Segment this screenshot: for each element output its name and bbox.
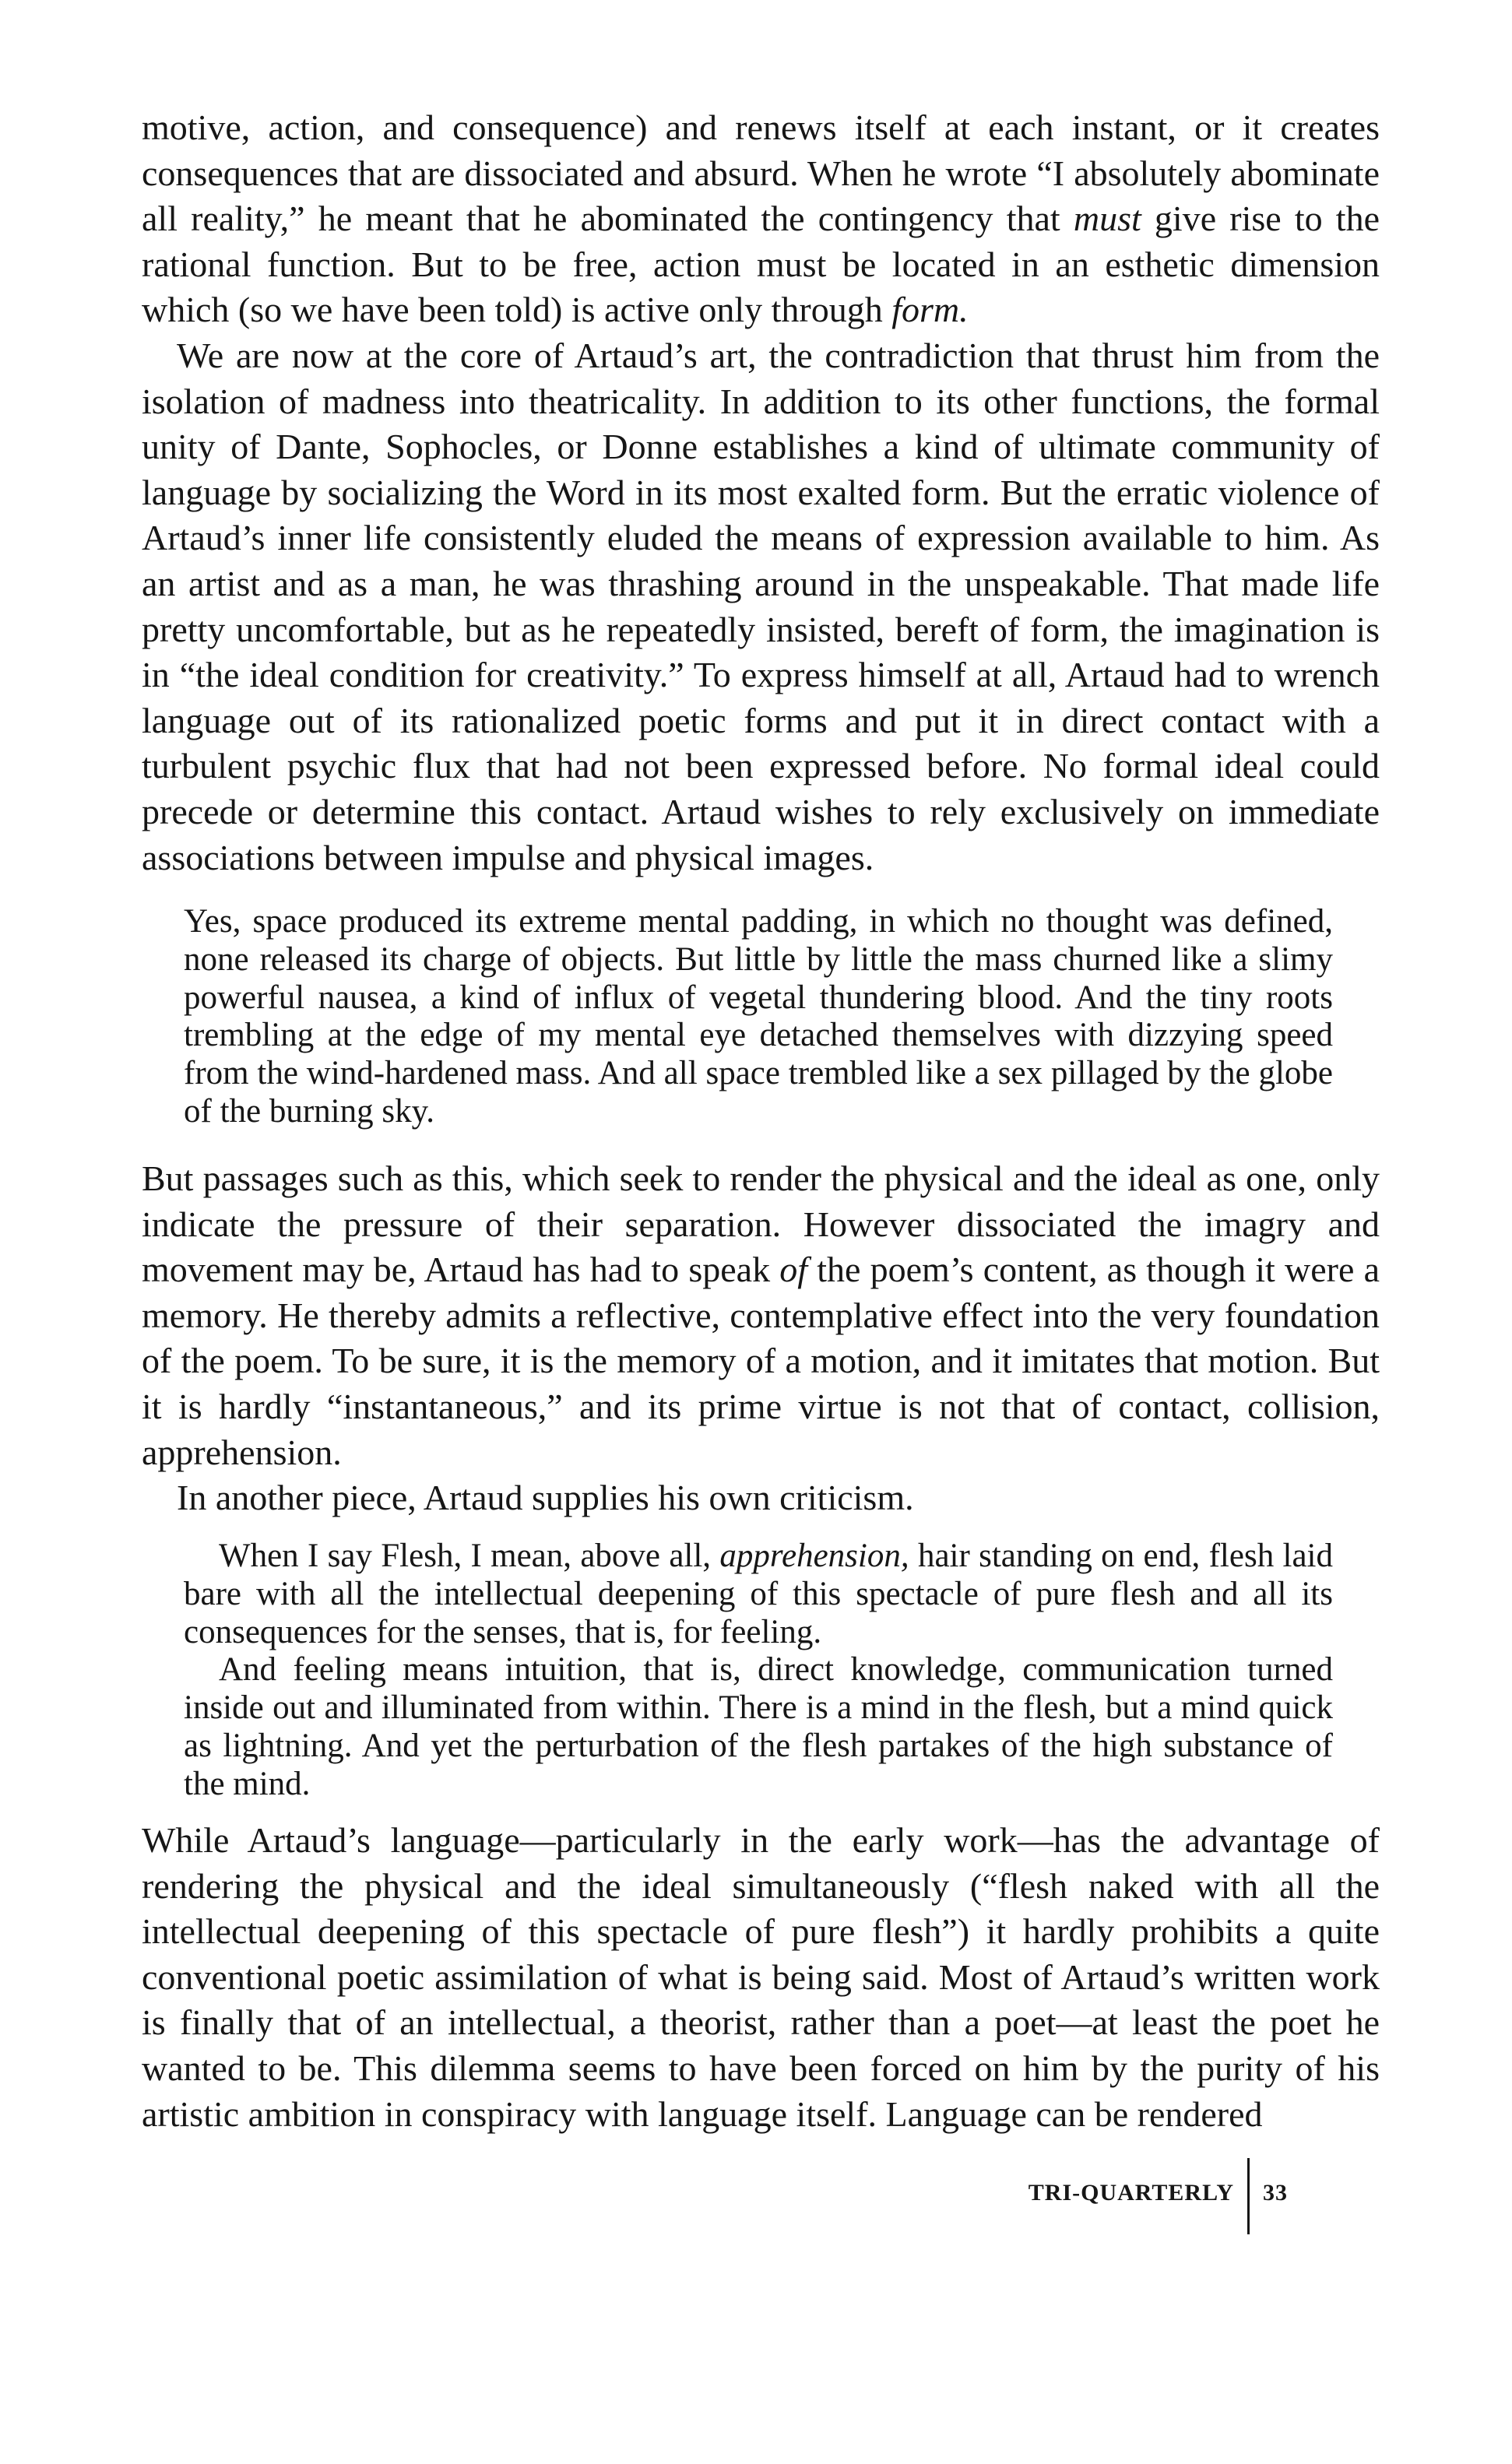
block-quote-1: Yes, space produced its extreme mental padding, in which no thought was defined, none released its charge of objects. But little by little the mass churned like a slimy powerful nausea, a kind of influx of vegetal thundering blood. And the tiny roots trembling at the edge of my mental eye detached themselves with dizzying speed from the wind-hardened mass. And all space trembled like a sex pillaged by the globe of the burning sky. bbox=[184, 903, 1333, 1130]
journal-name: TRI-QUARTERLY bbox=[1028, 2180, 1234, 2206]
paragraph-4: In another piece, Artaud supplies his own criticism. bbox=[177, 1478, 914, 1517]
block-quote-2-para-2: And feeling means intuition, that is, direct knowledge, communication turned inside out and illuminated from within. There is a mind in the flesh, but a mind quick as lightning. And yet the perturbation of the flesh partakes of the high substance of the mind. bbox=[184, 1651, 1333, 1802]
paragraph-5: While Artaud’s language—particularly in the early work—has the advantage of rendering the physical and the ideal simultaneously (“flesh naked with all the intellectual deepening of this spectacle of pure flesh”) it hardly prohibits a quite conventional poetic assimilation of what is being said. Most of Artaud’s written work is finally that of an intellectual, a theorist, rather than a poet—at least the poet he wanted to be. This dilemma seems to have been forced on him by the purity of his artistic ambition in conspiracy with language itself. Language can be rendered bbox=[142, 1820, 1380, 2134]
paragraph-3-emphasis-of: of bbox=[779, 1250, 808, 1290]
paragraph-1-emphasis-form: form. bbox=[891, 290, 969, 330]
block-quote-2 bbox=[184, 1538, 1333, 1804]
block-quote-2-para-1 bbox=[184, 1538, 1333, 1651]
paragraph-1 bbox=[142, 105, 1380, 333]
block-quote-2-text-a: When I say Flesh, I mean, above all, bbox=[219, 1538, 720, 1574]
footer-divider bbox=[1247, 2158, 1250, 2234]
paragraph-2: We are now at the core of Artaud’s art, the contradiction that thrust him from the isolation of madness into theatricality. In addition to its other functions, the formal unity of Dante, Sophocles, or Donne establishes a kind of ultimate community of language by socializing the Word in its most exalted form. But the erratic violence of Artaud’s inner life consistently eluded the means of expression available to him. As an artist and as a man, he was thrashing around in the unspeakable. That made life pretty uncomfortable, but as he repeatedly insisted, bereft of form, the imagination is in “the ideal condition for creativity.” To express himself at all, Artaud had to wrench language out of its rationalized poetic forms and put it in direct contact with a turbulent psychic flux that had not been expressed before. No formal ideal could precede or determine this contact. Artaud wishes to rely exclusively on immediate associations between impulse and physical images. bbox=[142, 336, 1380, 877]
paragraph-3-text-a: But passages such as this, which seek to render the physical and the ideal as one, only indicate the pressure of their separation. However dissociated the imagry and movement may be, Artaud has had to speak bbox=[142, 1158, 1380, 1290]
block-quote-2-emphasis: apprehension, bbox=[719, 1538, 909, 1574]
page-number: 33 bbox=[1263, 2180, 1288, 2206]
paragraph-1-text-b: give rise to the rational function. But to be free, action must be located in an esthetic dimension which (so we have been told) is active only through bbox=[142, 199, 1380, 330]
paragraph-1-emphasis-must: must bbox=[1073, 199, 1141, 239]
paragraph-3 bbox=[142, 1156, 1380, 1475]
paragraph-1-text-a: motive, action, and consequence) and renews itself at each instant, or it creates consequences that are dissociated and absurd. When he wrote “I absolutely abominate all reality,” he meant that he abominated the contingency that bbox=[142, 107, 1380, 239]
paragraph-3-text-b: the poem’s content, as though it were a memory. He thereby admits a reflective, contemplative effect into the very foundation of the poem. To be sure, it is the memory of a motion, and it imitates that motion. But it is hardly “instantaneous,” and its prime virtue is not that of contact, collision, apprehension. bbox=[142, 1250, 1380, 1472]
block-quote-2-text-b: hair standing on end, flesh laid bare with all the intellectual deepening of this spectacle of pure flesh and all its consequences for the senses, that is, for feeling. bbox=[184, 1538, 1333, 1650]
